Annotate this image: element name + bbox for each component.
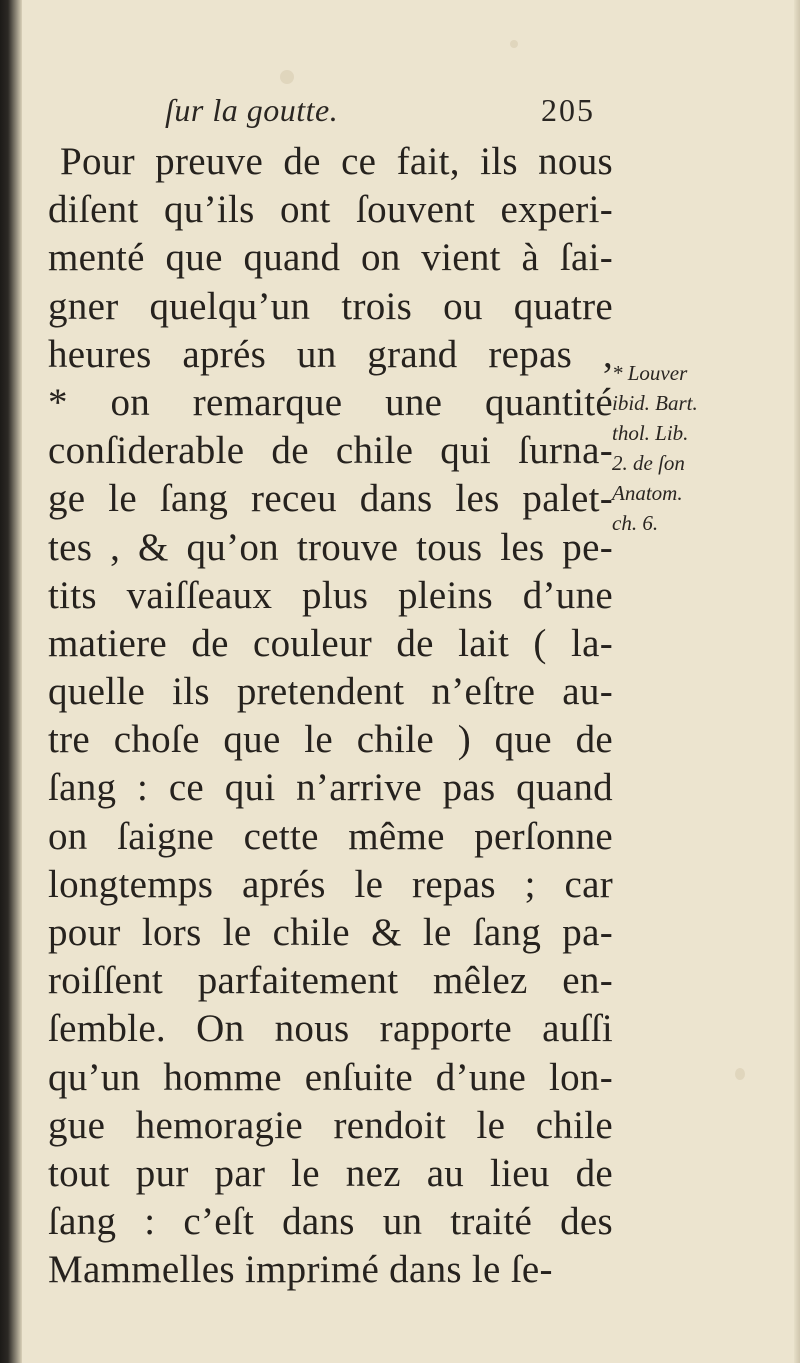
text-line: heures aprés un grand repas , [48, 332, 613, 376]
text-line: menté que quand on vient à ſai- [48, 236, 613, 280]
text-line: tits vaiſſeaux plus pleins d’une [48, 573, 613, 617]
text-line: tes , & qu’on trouve tous les pe- [48, 525, 613, 569]
margin-note-line: 2. de ſon [612, 451, 685, 475]
text-line: conſiderable de chile qui ſurna- [48, 429, 613, 473]
margin-note-line: ch. 6. [612, 511, 659, 535]
text-line: longtemps aprés le repas ; car [48, 862, 613, 906]
margin-note-line: ibid. Bart. [612, 391, 698, 415]
text-line: * on remarque une quantité [48, 380, 613, 424]
text-line: gue hemoragie rendoit le chile [48, 1103, 613, 1147]
text-line: ſang : c’eſt dans un traité des [48, 1200, 613, 1244]
body-text [48, 138, 613, 1295]
text-line: Pour preuve de ce fait, ils nous [60, 140, 613, 183]
text-line: Mammelles imprimé dans le ſe- [48, 1248, 553, 1292]
text-line: pour lors le chile & le ſang pa- [48, 911, 613, 954]
margin-note-line: thol. Lib. [612, 421, 689, 445]
text-line: diſent qu’ils ont ſouvent experi- [48, 188, 613, 232]
text-line: tout pur par le nez au lieu de [48, 1151, 613, 1195]
running-title: ſur la goutte. [165, 92, 339, 128]
text-line: matiere de couleur de lait ( la- [48, 621, 613, 665]
margin-note [612, 358, 797, 538]
text-line: gner quelqu’un trois ou quatre [48, 284, 613, 328]
page-number: 205 [541, 92, 595, 128]
text-line: ſemble. On nous rapporte auſſi [48, 1007, 613, 1051]
margin-note-line: * Louver [612, 361, 688, 385]
paper-stain [280, 70, 294, 84]
text-line: quelle ils pretendent n’eſtre au- [48, 670, 613, 714]
text-line: on ſaigne cette même perſonne [48, 814, 613, 858]
text-line: ſang : ce qui n’arrive pas quand [48, 766, 613, 810]
text-line: qu’un homme enſuite d’une lon- [48, 1055, 613, 1099]
paper-stain [735, 1068, 745, 1080]
page-header [165, 92, 595, 142]
text-line: tre choſe que le chile ) que de [48, 718, 613, 762]
paper-stain [510, 40, 518, 48]
page-edge [794, 0, 800, 1363]
text-line: ge le ſang receu dans les palet- [48, 477, 613, 521]
text-line: roiſſent parfaitement mêlez en- [48, 959, 613, 1003]
book-spine [0, 0, 22, 1363]
margin-note-line: Anatom. [612, 481, 683, 505]
